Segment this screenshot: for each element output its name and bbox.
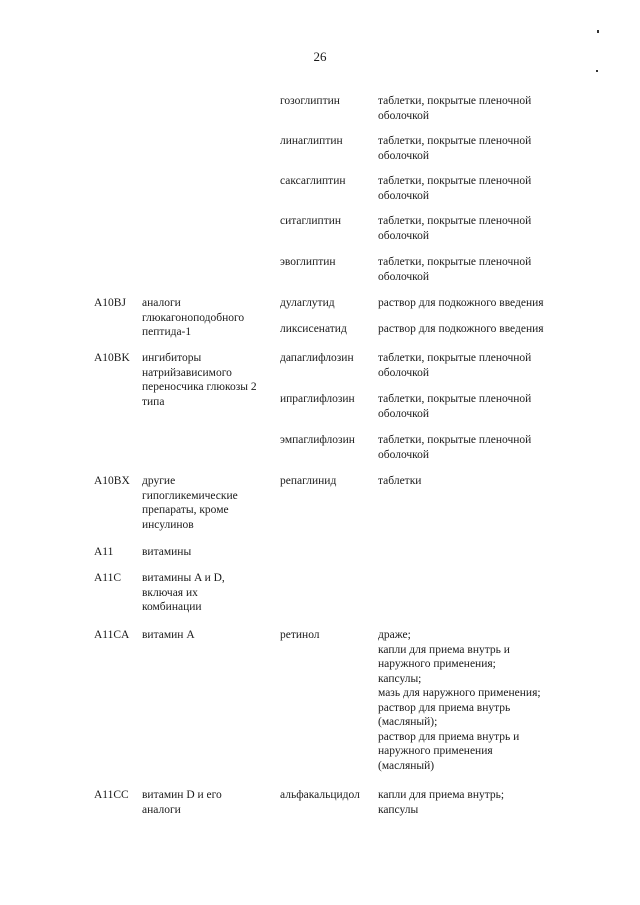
group-name-line: инсулинов [142,518,194,531]
dosage-form-line: таблетки, покрытые пленочной [378,175,532,187]
group-name-line: витамин D и его [142,789,222,801]
group-name-line: глюкагоноподобного [142,311,245,324]
dosage-form-line: оболочкой [378,229,430,242]
atc-code: A11CA [94,629,130,641]
group-name-line: типа [142,395,165,408]
dosage-form-line: оболочкой [378,407,430,420]
atc-code: A10BJ [94,297,126,309]
drug-name: альфакальцидол [280,789,360,801]
dosage-form-line: наружного применения [378,745,493,757]
atc-code: A11 [94,546,114,558]
dosage-form-line: оболочкой [378,149,430,162]
dosage-form-line: оболочкой [378,448,430,461]
dosage-form [378,351,588,380]
dosage-form-line: (масляный) [378,759,435,772]
dosage-form [378,788,588,817]
group-name-line: пептида-1 [142,326,192,338]
drug-name: ликсисенатид [280,323,347,335]
drug-name: линаглиптин [280,135,343,147]
dosage-form-line: таблетки, покрытые пленочной [378,352,532,364]
dosage-form-line: раствор для подкожного введения [378,323,544,335]
dosage-form [378,94,588,123]
dosage-form-line: таблетки, покрытые пленочной [378,393,532,405]
dosage-form [378,296,588,311]
group-name-line: препараты, кроме [142,504,229,516]
dosage-form [378,474,588,489]
dosage-form-line: раствор для приема внутрь [378,701,511,714]
atc-code: A10BK [94,352,130,364]
drug-name: дулаглутид [280,297,335,309]
dosage-form-line: капсулы; [378,672,422,685]
dosage-form-line: раствор для приема внутрь и [378,730,520,743]
dosage-form-line: (масляный); [378,716,438,728]
dosage-form-line: таблетки, покрытые пленочной [378,215,532,227]
group-name [142,545,274,560]
drug-name: ипраглифлозин [280,393,355,405]
group-name-line: гипогликемические [142,489,238,502]
group-name [142,474,274,532]
drug-name: эвоглиптин [280,256,336,268]
group-name [142,628,274,643]
scan-speck [596,70,598,72]
drug-name: саксаглиптин [280,175,346,187]
dosage-form [378,628,588,773]
group-name-line: комбинации [142,601,202,613]
drug-name: гозоглиптин [280,95,340,107]
group-name-line: ингибиторы [142,352,202,364]
dosage-form-line: оболочкой [378,366,430,379]
dosage-form-line: драже; [378,629,411,641]
dosage-form [378,174,588,203]
dosage-form [378,214,588,243]
atc-code: A11CC [94,789,129,801]
dosage-form-line: капли для приема внутрь и [378,643,510,656]
dosage-form [378,322,588,337]
group-name-line: другие [142,475,176,487]
dosage-form-line: таблетки, покрытые пленочной [378,135,532,147]
dosage-form-line: таблетки, покрытые пленочной [378,256,532,268]
dosage-form-line: мазь для наружного применения; [378,687,541,699]
atc-code: A11C [94,572,122,584]
dosage-form [378,255,588,284]
group-name-line: аналоги [142,297,181,309]
group-name-line: витамины [142,546,192,558]
group-name-line: натрийзависимого [142,366,232,379]
dosage-form [378,392,588,421]
dosage-form-line: раствор для подкожного введения [378,297,544,309]
drug-name: репаглинид [280,475,337,487]
atc-code: A10BX [94,475,130,487]
dosage-form-line: оболочкой [378,109,430,122]
dosage-form [378,433,588,462]
group-name [142,351,274,409]
dosage-form-line: наружного применения; [378,658,496,670]
dosage-form-line: оболочкой [378,270,430,283]
dosage-form-line: таблетки, покрытые пленочной [378,95,532,107]
dosage-form-line: таблетки [378,475,422,487]
group-name-line: переносчика глюкозы 2 [142,381,257,393]
group-name [142,296,274,340]
group-name-line: аналоги [142,803,181,816]
group-name [142,571,274,615]
dosage-form-line: таблетки, покрытые пленочной [378,434,532,446]
scan-speck [597,30,599,33]
drug-name: эмпаглифлозин [280,434,355,446]
group-name-line: витамины A и D, [142,572,225,584]
page-number: 26 [313,49,327,64]
dosage-form-line: оболочкой [378,189,430,202]
drug-name: ретинол [280,629,320,641]
drug-name: ситаглиптин [280,215,342,227]
dosage-form [378,134,588,163]
group-name [142,788,274,817]
drug-name: дапаглифлозин [280,352,354,364]
dosage-form-line: капли для приема внутрь; [378,789,505,801]
group-name-line: витамин A [142,629,195,641]
dosage-form-line: капсулы [378,803,419,816]
group-name-line: включая их [142,586,198,599]
